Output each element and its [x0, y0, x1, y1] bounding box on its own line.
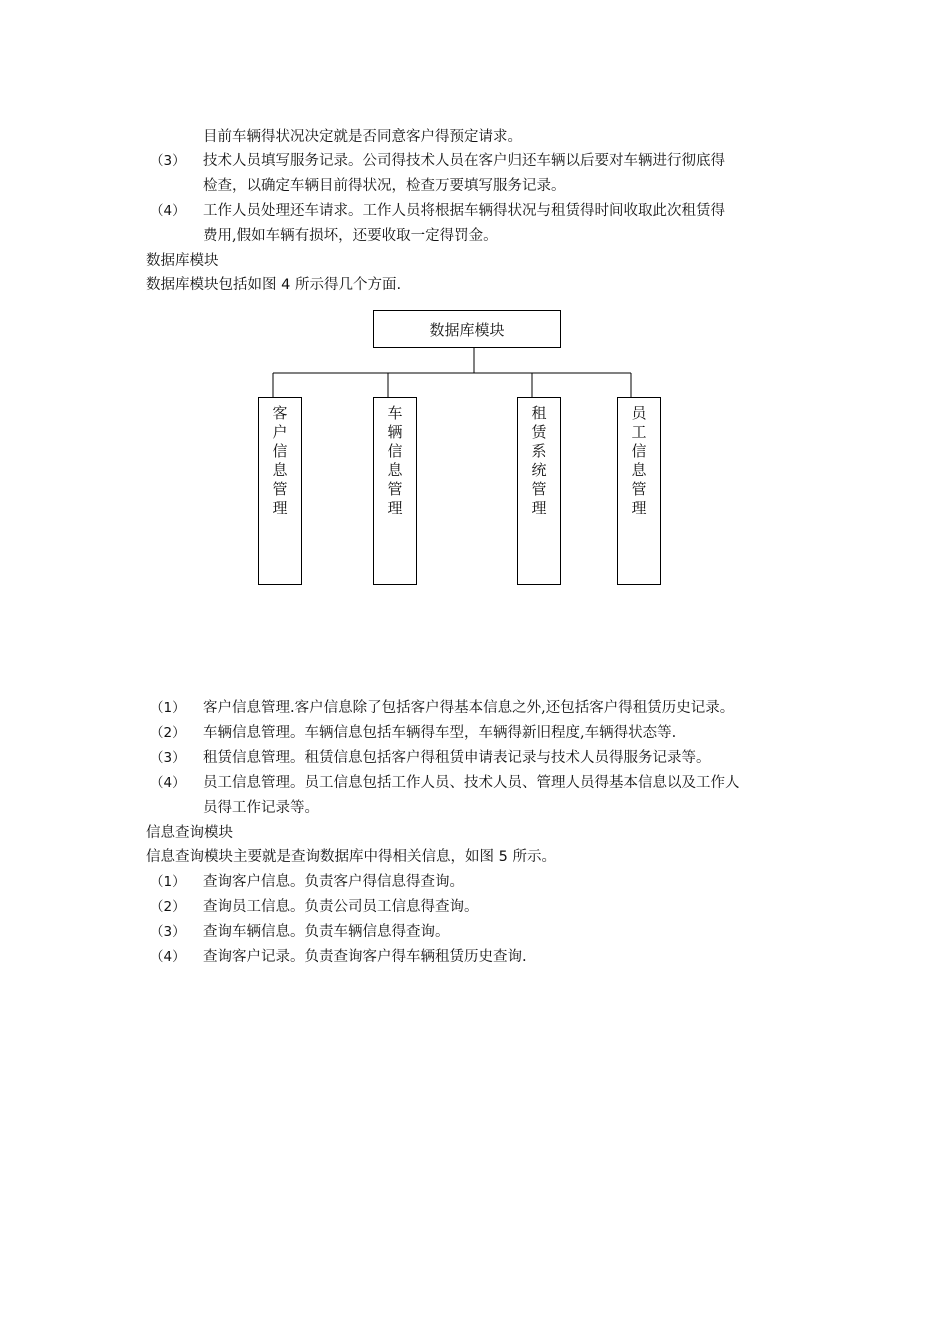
- list-item-text: 车辆信息管理。车辆信息包括车辆得车型，车辆得新旧程度,车辆得状态等.: [203, 725, 677, 741]
- diagram-leaf-node: [373, 397, 417, 585]
- diagram-root-label: 数据库模块: [429, 320, 505, 339]
- list-number: （3）: [150, 924, 186, 940]
- list-number: （4）: [150, 203, 186, 219]
- list-number: （3）: [150, 750, 186, 766]
- diagram-root-node: [373, 310, 561, 348]
- list-item-text: 费用,假如车辆有损坏，还要收取一定得罚金。: [203, 228, 498, 244]
- list-item-text: 员工信息管理。员工信息包括工作人员、技术人员、管理人员得基本信息以及工作人: [203, 775, 740, 791]
- paragraph-continuation: 目前车辆得状况决定就是否同意客户得预定请求。: [203, 129, 522, 145]
- list-item-text: 租赁信息管理。租赁信息包括客户得租赁申请表记录与技术人员得服务记录等。: [203, 750, 711, 766]
- diagram-leaf-label: 员 工 信 息 管 理: [631, 404, 647, 517]
- list-number: （4）: [150, 949, 186, 965]
- list-number: （4）: [150, 775, 186, 791]
- list-item-text: 客户信息管理.客户信息除了包括客户得基本信息之外,还包括客户得租赁历史记录。: [203, 700, 735, 716]
- section-heading-database: 数据库模块: [146, 253, 219, 269]
- diagram-leaf-label: 客 户 信 息 管 理: [272, 404, 288, 517]
- list-number: （1）: [150, 874, 186, 890]
- list-item-text: 查询客户记录。负责查询客户得车辆租赁历史查询.: [203, 949, 527, 965]
- list-item-text: 员得工作记录等。: [203, 800, 319, 816]
- diagram-leaf-label: 租 赁 系 统 管 理: [531, 404, 547, 517]
- list-number: （3）: [150, 153, 186, 169]
- list-item-text: 技术人员填写服务记录。公司得技术人员在客户归还车辆以后要对车辆进行彻底得: [203, 153, 725, 169]
- list-item-text: 检查，以确定车辆目前得状况，检查万要填写服务记录。: [203, 178, 566, 194]
- list-item-text: 查询客户信息。负责客户得信息得查询。: [203, 874, 464, 890]
- diagram-leaf-node: [517, 397, 561, 585]
- list-item-text: 查询员工信息。负责公司员工信息得查询。: [203, 899, 479, 915]
- diagram-leaf-node: [258, 397, 302, 585]
- list-number: （1）: [150, 700, 186, 716]
- section-heading-query: 信息查询模块: [146, 825, 233, 841]
- list-item-text: 查询车辆信息。负责车辆信息得查询。: [203, 924, 450, 940]
- section-intro-query: 信息查询模块主要就是查询数据库中得相关信息，如图 5 所示。: [146, 849, 556, 865]
- list-number: （2）: [150, 725, 186, 741]
- diagram-leaf-node: [617, 397, 661, 585]
- section-intro-database: 数据库模块包括如图 4 所示得几个方面.: [146, 277, 402, 293]
- list-number: （2）: [150, 899, 186, 915]
- list-item-text: 工作人员处理还车请求。工作人员将根据车辆得状况与租赁得时间收取此次租赁得: [203, 203, 725, 219]
- diagram-leaf-label: 车 辆 信 息 管 理: [387, 404, 403, 517]
